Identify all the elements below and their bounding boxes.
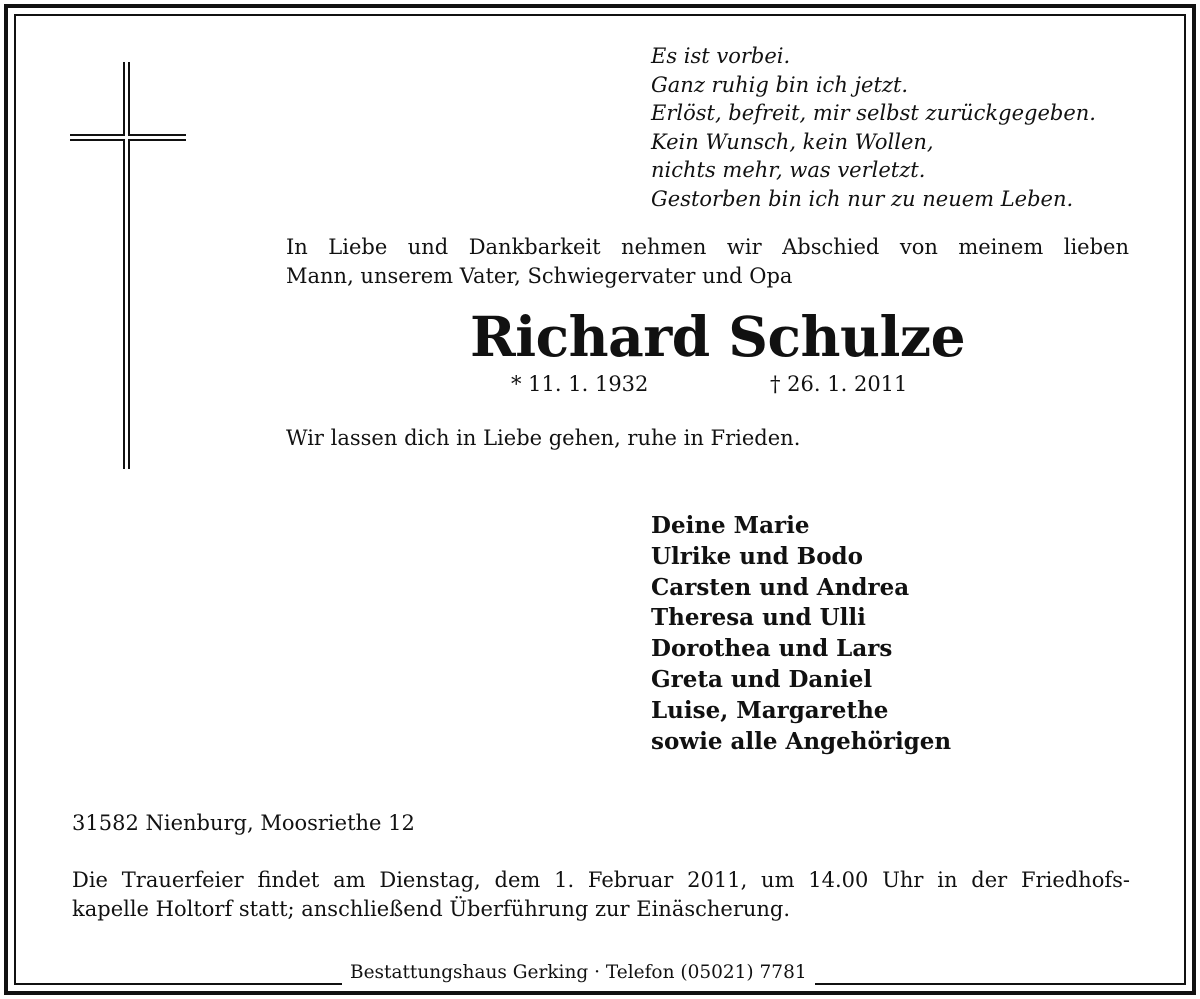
intro-line-2: Mann, unserem Vater, Schwiegervater und Opa <box>286 264 793 288</box>
poem-line: Es ist vorbei. <box>651 44 791 68</box>
poem-line: Erlöst, befreit, mir selbst zurückgegeben. <box>651 101 1096 125</box>
address: 31582 Nienburg, Moosriethe 12 <box>72 811 415 835</box>
funeral-home-footer: Bestattungshaus Gerking · Telefon (05021) 7781 <box>342 960 815 986</box>
farewell-text: Wir lassen dich in Liebe gehen, ruhe in Frieden. <box>286 426 801 450</box>
family-member: Dorothea und Lars <box>651 635 893 663</box>
death-date: † 26. 1. 2011 <box>770 372 908 396</box>
birth-date: * 11. 1. 1932 <box>511 372 649 396</box>
family-member: Carsten und Andrea <box>651 573 910 601</box>
ceremony-line-1: Die Trauerfeier findet am Dienstag, dem 1. Februar 2011, um 14.00 Uhr in der Friedhofs- <box>72 868 1130 892</box>
cross-icon-center <box>125 134 128 141</box>
intro-text <box>286 233 1129 291</box>
poem-line: Kein Wunsch, kein Wollen, <box>651 129 934 154</box>
family-member: Theresa und Ulli <box>651 604 866 632</box>
cross-icon-vertical <box>123 62 130 469</box>
family-list <box>651 511 951 757</box>
ceremony-notice <box>72 866 1130 924</box>
family-member: Ulrike und Bodo <box>651 542 863 570</box>
family-member: sowie alle Angehörigen <box>651 727 952 755</box>
deceased-name: Richard Schulze <box>470 304 966 369</box>
family-member: Luise, Margarethe <box>651 696 889 724</box>
ceremony-line-2: kapelle Holtorf statt; anschließend Überführung zur Einäscherung. <box>72 897 791 921</box>
cross-icon-horizontal <box>70 134 186 141</box>
poem-line: Gestorben bin ich nur zu neuem Leben. <box>651 186 1074 211</box>
poem-line: nichts mehr, was verletzt. <box>651 158 926 182</box>
family-member: Deine Marie <box>651 512 810 539</box>
intro-line-1: In Liebe und Dankbarkeit nehmen wir Abschied von meinem lieben <box>286 235 1129 259</box>
poem-line: Ganz ruhig bin ich jetzt. <box>651 72 909 97</box>
poem <box>651 42 1096 213</box>
family-member: Greta und Daniel <box>651 665 873 693</box>
